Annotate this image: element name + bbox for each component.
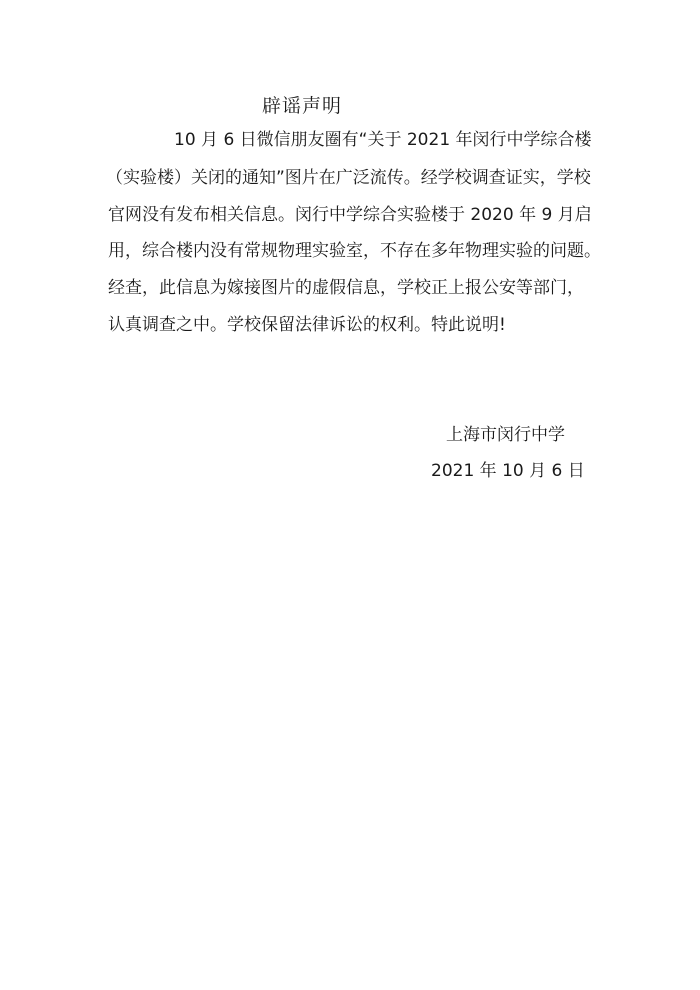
statement-line-4: 用，综合楼内没有常规物理实验室，不存在多年物理实验的问题。 bbox=[108, 241, 601, 261]
signature-organization: 上海市闵行中学 bbox=[446, 425, 565, 445]
document-title: 辟谣声明 bbox=[262, 95, 343, 117]
statement-line-3: 官网没有发布相关信息。闵行中学综合实验楼于 2020 年 9 月启 bbox=[108, 205, 592, 225]
statement-line-2: （实验楼）关闭的通知”图片在广泛流传。经学校调查证实，学校 bbox=[106, 168, 591, 188]
statement-line-1: 10 月 6 日微信朋友圈有“关于 2021 年闵行中学综合楼 bbox=[174, 130, 592, 150]
signature-date: 2021 年 10 月 6 日 bbox=[431, 461, 585, 481]
statement-line-6: 认真调查之中。学校保留法律诉讼的权利。特此说明! bbox=[108, 315, 506, 335]
statement-line-5: 经查，此信息为嫁接图片的虚假信息，学校正上报公安等部门， bbox=[108, 278, 584, 298]
